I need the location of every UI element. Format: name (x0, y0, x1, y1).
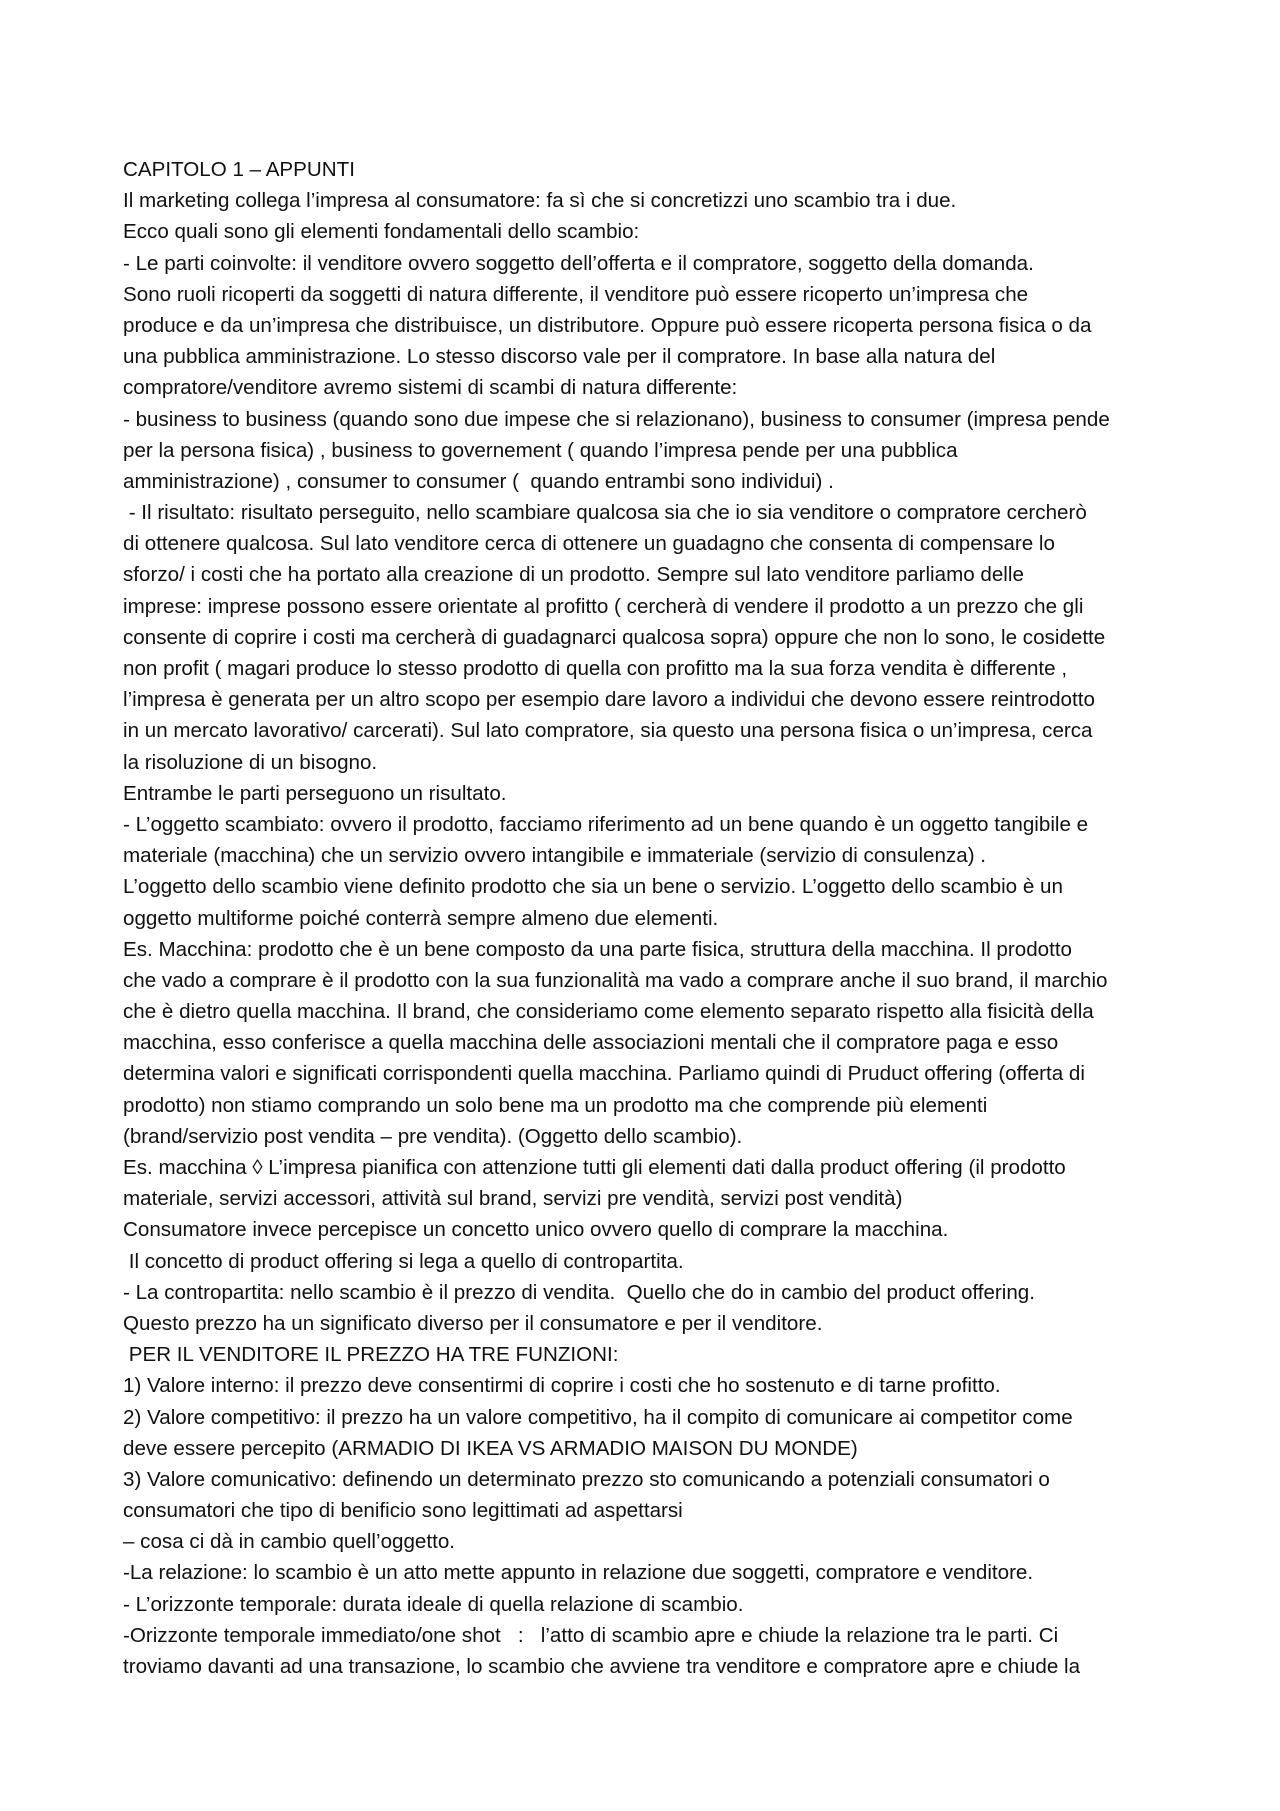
text-line: - Il risultato: risultato perseguito, nello scambiare qualcosa sia che io sia venditore o compratore cercherò (123, 501, 1087, 525)
text-line: oggetto multiforme poiché conterrà sempre almeno due elementi. (123, 906, 719, 930)
text-line: imprese: imprese possono essere orientate al profitto ( cercherà di vendere il prodotto a un prezzo che gli (123, 594, 1084, 618)
text-line: - L’oggetto scambiato: ovvero il prodotto, facciamo riferimento ad un bene quando è un oggetto tangibile e (123, 812, 1089, 836)
text-line: L’oggetto dello scambio viene definito prodotto che sia un bene o servizio. L’oggetto dello scambio è un (123, 875, 1063, 899)
text-line: non profit ( magari produce lo stesso prodotto di quella con profitto ma la sua forza vendita è differente , (123, 657, 1068, 680)
text-line: materiale, servizi accessori, attività sul brand, servizi pre vendità, servizi post vendità) (123, 1187, 903, 1211)
text-line: Es. macchina ◊ L’impresa pianifica con attenzione tutti gli elementi dati dalla product offering (il prodotto (123, 1156, 1066, 1179)
text-line: Entrambe le parti perseguono un risultato. (123, 781, 507, 805)
text-line: amministrazione) , consumer to consumer ( quando entrambi sono individui) . (123, 469, 834, 493)
text-line: Sono ruoli ricoperti da soggetti di natura differente, il venditore può essere ricoperto un’impresa che (123, 282, 1029, 306)
text-line: sforzo/ i costi che ha portato alla creazione di un prodotto. Sempre sul lato venditore parliamo delle (123, 563, 1024, 587)
text-line: in un mercato lavorativo/ carcerati). Sul lato compratore, sia questo una persona fisica o un’impresa, cerca (123, 719, 1093, 743)
text-line: (brand/servizio post vendita – pre vendita). (Oggetto dello scambio). (123, 1124, 743, 1148)
text-line: una pubblica amministrazione. Lo stesso discorso vale per il compratore. In base alla natura del (123, 345, 996, 369)
text-line: compratore/venditore avremo sistemi di scambi di natura differente: (123, 376, 738, 400)
text-line: consumatori che tipo di benificio sono legittimati ad aspettarsi (123, 1499, 683, 1523)
text-line: – cosa ci dà in cambio quell’oggetto. (123, 1530, 455, 1554)
text-line: - Le parti coinvolte: il venditore ovvero soggetto dell’offerta e il compratore, soggetto della domanda. (123, 251, 1034, 275)
text-line: che è dietro quella macchina. Il brand, che consideriamo come elemento separato rispetto alla fisicità della (123, 1000, 1094, 1024)
text-line: -Orizzonte temporale immediato/one shot : l’atto di scambio apre e chiude la relazione tra le parti. Ci (123, 1623, 1059, 1647)
text-line: Il marketing collega l’impresa al consumatore: fa sì che si concretizzi uno scambio tra i due. (123, 189, 957, 213)
text-line: PER IL VENDITORE IL PREZZO HA TRE FUNZIONI: (123, 1343, 619, 1367)
text-line: determina valori e significati corrispondenti quella macchina. Parliamo quindi di Pruduct offering (offerta di (123, 1062, 1085, 1086)
text-line: macchina, esso conferisce a quella macchina delle associazioni mentali che il compratore paga e esso (123, 1031, 1059, 1055)
text-line: consente di coprire i costi ma cercherà di guadagnarci qualcosa sopra) oppure che non lo sono, le cosidette (123, 625, 1106, 649)
text-line: deve essere percepito (ARMADIO DI IKEA VS ARMADIO MAISON DU MONDE) (123, 1436, 858, 1460)
text-line: produce e da un’impresa che distribuisce, un distributore. Oppure può essere ricoperta persona fisica o da (123, 313, 1092, 337)
text-line: prodotto) non stiamo comprando un solo bene ma un prodotto ma che comprende più elementi (123, 1093, 988, 1117)
text-line: troviamo davanti ad una transazione, lo scambio che avviene tra venditore e compratore apre e chiude la (123, 1655, 1081, 1678)
text-line: - business to business (quando sono due impese che si relazionano), business to consumer (impresa pende (123, 407, 1110, 431)
text-line: Es. Macchina: prodotto che è un bene composto da una parte fisica, struttura della macchina. Il prodotto (123, 937, 1073, 961)
text-line: per la persona fisica) , business to governement ( quando l’impresa pende per una pubblica (123, 438, 958, 462)
document-body (123, 154, 1183, 1682)
text-line: - La contropartita: nello scambio è il prezzo di vendita. Quello che do in cambio del product offering. (123, 1280, 1035, 1304)
text-line: che vado a comprare è il prodotto con la sua funzionalità ma vado a comprare anche il suo brand, il marchio (123, 968, 1108, 992)
text-line: 3) Valore comunicativo: definendo un determinato prezzo sto comunicando a potenziali consumatori o (123, 1467, 1050, 1491)
text-line: 2) Valore competitivo: il prezzo ha un valore competitivo, ha il compito di comunicare ai competitor come (123, 1405, 1073, 1429)
text-line: di ottenere qualcosa. Sul lato venditore cerca di ottenere un guadagno che consenta di compensare lo (123, 532, 1055, 556)
text-line: CAPITOLO 1 – APPUNTI (123, 158, 355, 181)
text-line: -La relazione: lo scambio è un atto mette appunto in relazione due soggetti, compratore e venditore. (123, 1561, 1034, 1585)
text-line: 1) Valore interno: il prezzo deve consentirmi di coprire i costi che ho sostenuto e di tarne profitto. (123, 1374, 1001, 1398)
text-line: l’impresa è generata per un altro scopo per esempio dare lavoro a individui che devono essere reintrodotto (123, 688, 1095, 712)
text-line: la risoluzione di un bisogno. (123, 750, 378, 774)
text-line: Questo prezzo ha un significato diverso per il consumatore e per il venditore. (123, 1311, 823, 1335)
text-line: Ecco quali sono gli elementi fondamentali dello scambio: (123, 220, 640, 244)
text-line: - L’orizzonte temporale: durata ideale di quella relazione di scambio. (123, 1592, 744, 1616)
text-line: materiale (macchina) che un servizio ovvero intangibile e immateriale (servizio di consulenza) . (123, 844, 987, 868)
text-line: Il concetto di product offering si lega a quello di contropartita. (123, 1249, 684, 1273)
text-line: Consumatore invece percepisce un concetto unico ovvero quello di comprare la macchina. (123, 1218, 949, 1242)
